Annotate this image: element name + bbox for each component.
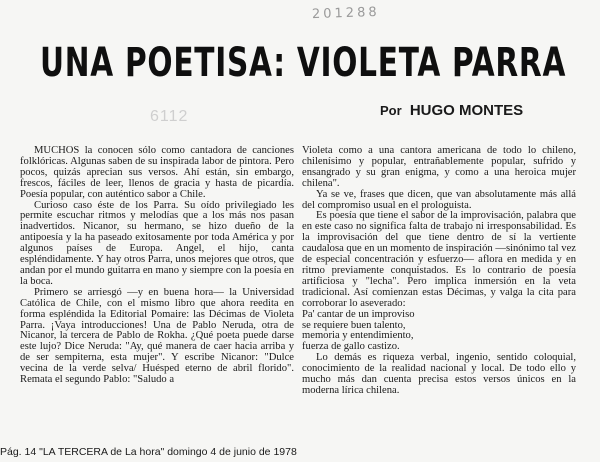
paragraph: Es poesía que tiene el sabor de la improvisación, palabra que en este caso no significa falta de trabajo ni irresponsabilidad. Es la improvisación del que tiene dentro de sí la vertiente caudalosa que en un momento de inspiración —sinónimo tal vez de especial concentración y esfuerzo— aflora en medida y en ritmo previamente conquistados. Es lo contrario de poesía artificiosa y "lecha". Pero implica inmersión en la veta tradicional. Así comienzan estas Décimas, y valga la cita para corroborar lo aseverado: — [302, 210, 576, 309]
right-column — [302, 146, 576, 397]
verse-line: fuerza de gallo castizo. — [302, 341, 400, 353]
paragraph-text: MUCHOS la conocen sólo como cantadora de canciones folklóricas. Algunas saben de su inspirada labor de pintora. Pero pocos, quizás aprecian sus versos. Ahí están, sin embargo, frescos, fáciles de leer, llenos de gracia y hasta de picardía. Poesía popular, con auténtico sabor a Chile. — [20, 145, 294, 200]
paragraph — [20, 146, 294, 201]
paragraph-text: Curioso caso éste de los Parra. Su oído privilegiado les permite escuchar ritmos y melodías que a los más nos pasan inadvertidos. Nicanor, su hermano, se hizo dueño de la antipoesía y la ha paseado exitosamente por toda América y por algunos países de Europa. Angel, el hijo, canta espléndidamente. Y hay otros Parra, unos mejores que otros, que andan por el mundo guitarra en mano y siempre con la poesía en la boca. — [20, 199, 294, 287]
archive-stamp-number: 201288 — [311, 4, 380, 23]
paragraph: Lo demás es riqueza verbal, ingenio, sentido coloquial, conocimiento de la realidad nacional y local. De todo ello y mucho más dan cuenta precisa estos versos únicos en la moderna lírica chilena. — [302, 352, 576, 396]
paragraph — [20, 201, 294, 288]
page-footer: Pág. 14 "LA TERCERA de La hora" domingo 4 de junio de 1978 — [0, 446, 297, 458]
verse-line: se requiere buen talento, — [302, 319, 406, 331]
verse-line: Pa' cantar de un improviso — [302, 308, 415, 320]
verse-line: memoria y entendimiento, — [302, 330, 414, 342]
paragraph — [20, 288, 294, 386]
article-headline: UNA POETISA: VIOLETA PARRA — [40, 40, 567, 86]
paragraph-text: Primero se arriesgó —y en buena hora— la Universidad Católica de Chile, con el mismo libro que ahora reedita en forma espléndida la Editorial Pomaire: las Décimas de Violeta Parra. ¡Vaya introducciones! Una de Pablo Neruda, otra de Nicanor, la tercera de Pablo de Rokha. ¿Qué poeta puede darse este lujo? Dice Neruda: "Ay, qué manera de caer hacia arriba y de ser sempiterna, esta mujer". Y escribe Nicanor: "Dulce vecina de la verde selva/ Huésped eterno de abril florido". Remata el segundo Pablo: "Saludo a — [20, 286, 294, 386]
byline — [380, 102, 523, 119]
paragraph: Ya se ve, frases que dicen, que van absolutamente más allá del compromiso usual en el prologuista. — [302, 188, 576, 211]
paragraph: Violeta como a una cantora americana de todo lo chileno, chilenísimo y popular, entrañablemente popular, sufrido y ensangrado y su gran enigma, y como a una heroica mujer chilena". — [302, 145, 576, 189]
byline-author: HUGO MONTES — [409, 102, 524, 119]
bleed-through-mark: 6112 — [150, 108, 189, 125]
byline-prefix: Por — [380, 103, 402, 118]
left-column — [20, 146, 294, 386]
